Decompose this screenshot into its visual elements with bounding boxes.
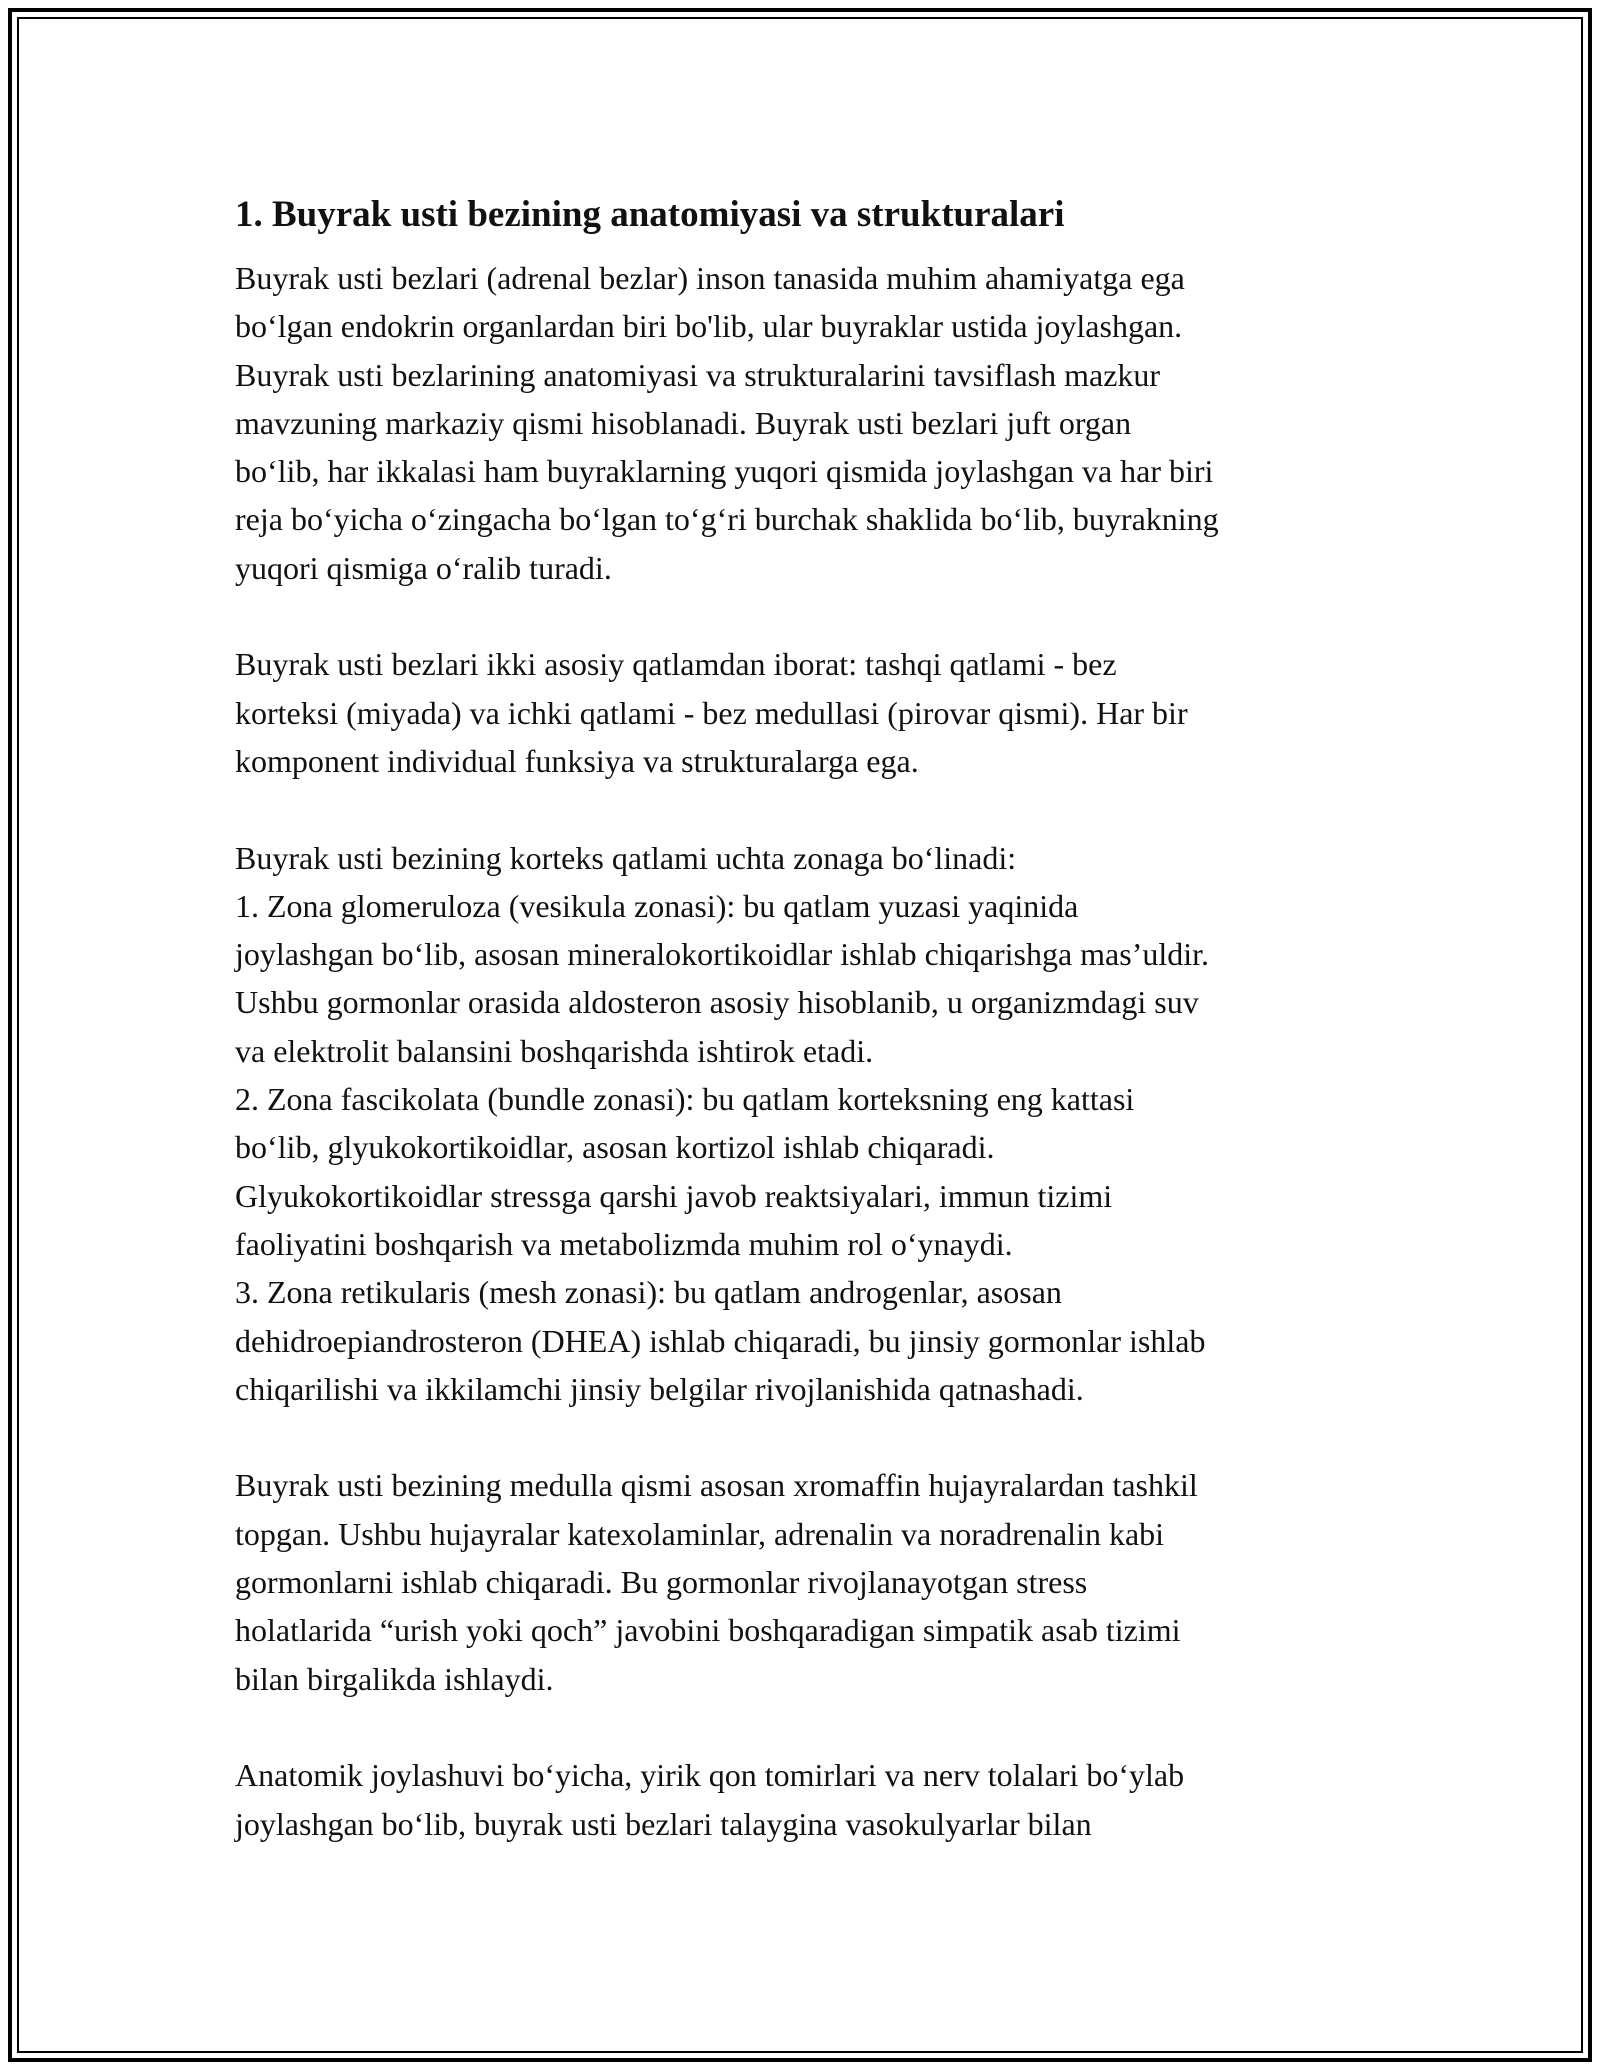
text-line: 1. Zona glomeruloza (vesikula zonasi): bu qatlam yuzasi yaqinida: [235, 887, 1079, 924]
text-line: 3. Zona retikularis (mesh zonasi): bu qatlam androgenlar, asosan: [235, 1274, 1062, 1311]
text-line: 2. Zona fascikolata (bundle zonasi): bu qatlam korteksning eng kattasi: [235, 1081, 1135, 1118]
text-line: joylashgan bo‘lib, buyrak usti bezlari talaygina vasokulyarlar bilan: [235, 1805, 1092, 1842]
text-line: bo‘lgan endokrin organlardan biri bo'lib, ular buyraklar ustida joylashgan.: [235, 308, 1183, 345]
paragraph-anatomic-location: [235, 1751, 1375, 1848]
text-line: chiqarilishi va ikkilamchi jinsiy belgilar rivojlanishida qatnashadi.: [235, 1370, 1084, 1407]
paragraph-medulla: [235, 1461, 1375, 1702]
paragraph-spacer: [235, 592, 1375, 640]
text-line: bilan birgalikda ishlaydi.: [235, 1660, 554, 1697]
paragraph-layers: [235, 640, 1375, 785]
text-line: holatlarida “urish yoki qoch” javobini boshqaradigan simpatik asab tizimi: [235, 1612, 1181, 1649]
text-line: topgan. Ushbu hujayralar katexolaminlar, adrenalin va noradrenalin kabi: [235, 1515, 1165, 1552]
text-line: komponent individual funksiya va strukturalarga ega.: [235, 742, 919, 779]
text-line: bo‘lib, har ikkalasi ham buyraklarning yuqori qismida joylashgan va har biri: [235, 453, 1214, 490]
text-line: yuqori qismiga o‘ralib turadi.: [235, 549, 612, 586]
text-line: va elektrolit balansini boshqarishda ishtirok etadi.: [235, 1032, 874, 1069]
text-line: dehidroepiandrosteron (DHEA) ishlab chiqaradi, bu jinsiy gormonlar ishlab: [235, 1322, 1206, 1359]
paragraph-spacer: [235, 785, 1375, 833]
text-line: korteksi (miyada) va ichki qatlami - bez medullasi (pirovar qismi). Har bir: [235, 694, 1188, 731]
text-line: joylashgan bo‘lib, asosan mineralokortikoidlar ishlab chiqarishga mas’uldir.: [235, 936, 1210, 973]
text-line: Buyrak usti bezlarining anatomiyasi va strukturalarini tavsiflash mazkur: [235, 356, 1161, 393]
document-body: [235, 188, 1375, 1848]
text-line: Buyrak usti bezining medulla qismi asosan xromaffin hujayralardan tashkil: [235, 1467, 1198, 1504]
text-line: Buyrak usti bezlari ikki asosiy qatlamdan iborat: tashqi qatlami - bez: [235, 646, 1117, 683]
text-line: faoliyatini boshqarish va metabolizmda muhim rol o‘ynaydi.: [235, 1225, 1013, 1262]
paragraph-spacer: [235, 1703, 1375, 1751]
text-line: bo‘lib, glyukokortikoidlar, asosan kortizol ishlab chiqaradi.: [235, 1129, 995, 1166]
paragraph-intro: [235, 254, 1375, 592]
text-line: Buyrak usti bezining korteks qatlami uchta zonaga bo‘linadi:: [235, 839, 1017, 876]
text-line: Ushbu gormonlar orasida aldosteron asosiy hisoblanib, u organizmdagi suv: [235, 984, 1199, 1021]
text-line: mavzuning markaziy qismi hisoblanadi. Buyrak usti bezlari juft organ: [235, 404, 1132, 441]
text-line: gormonlarni ishlab chiqaradi. Bu gormonlar rivojlanayotgan stress: [235, 1564, 1088, 1601]
section-heading: 1. Buyrak usti bezining anatomiyasi va strukturalari: [235, 194, 1065, 235]
text-line: Glyukokortikoidlar stressga qarshi javob reaktsiyalari, immun tizimi: [235, 1177, 1113, 1214]
text-line: Buyrak usti bezlari (adrenal bezlar) inson tanasida muhim ahamiyatga ega: [235, 260, 1185, 296]
paragraph-spacer: [235, 1413, 1375, 1461]
text-line: reja bo‘yicha o‘zingacha bo‘lgan to‘g‘ri burchak shaklida bo‘lib, buyrakning: [235, 501, 1219, 538]
paragraph-cortex-zones: [235, 834, 1375, 1414]
text-line: Anatomik joylashuvi bo‘yicha, yirik qon tomirlari va nerv tolalari bo‘ylab: [235, 1757, 1185, 1794]
